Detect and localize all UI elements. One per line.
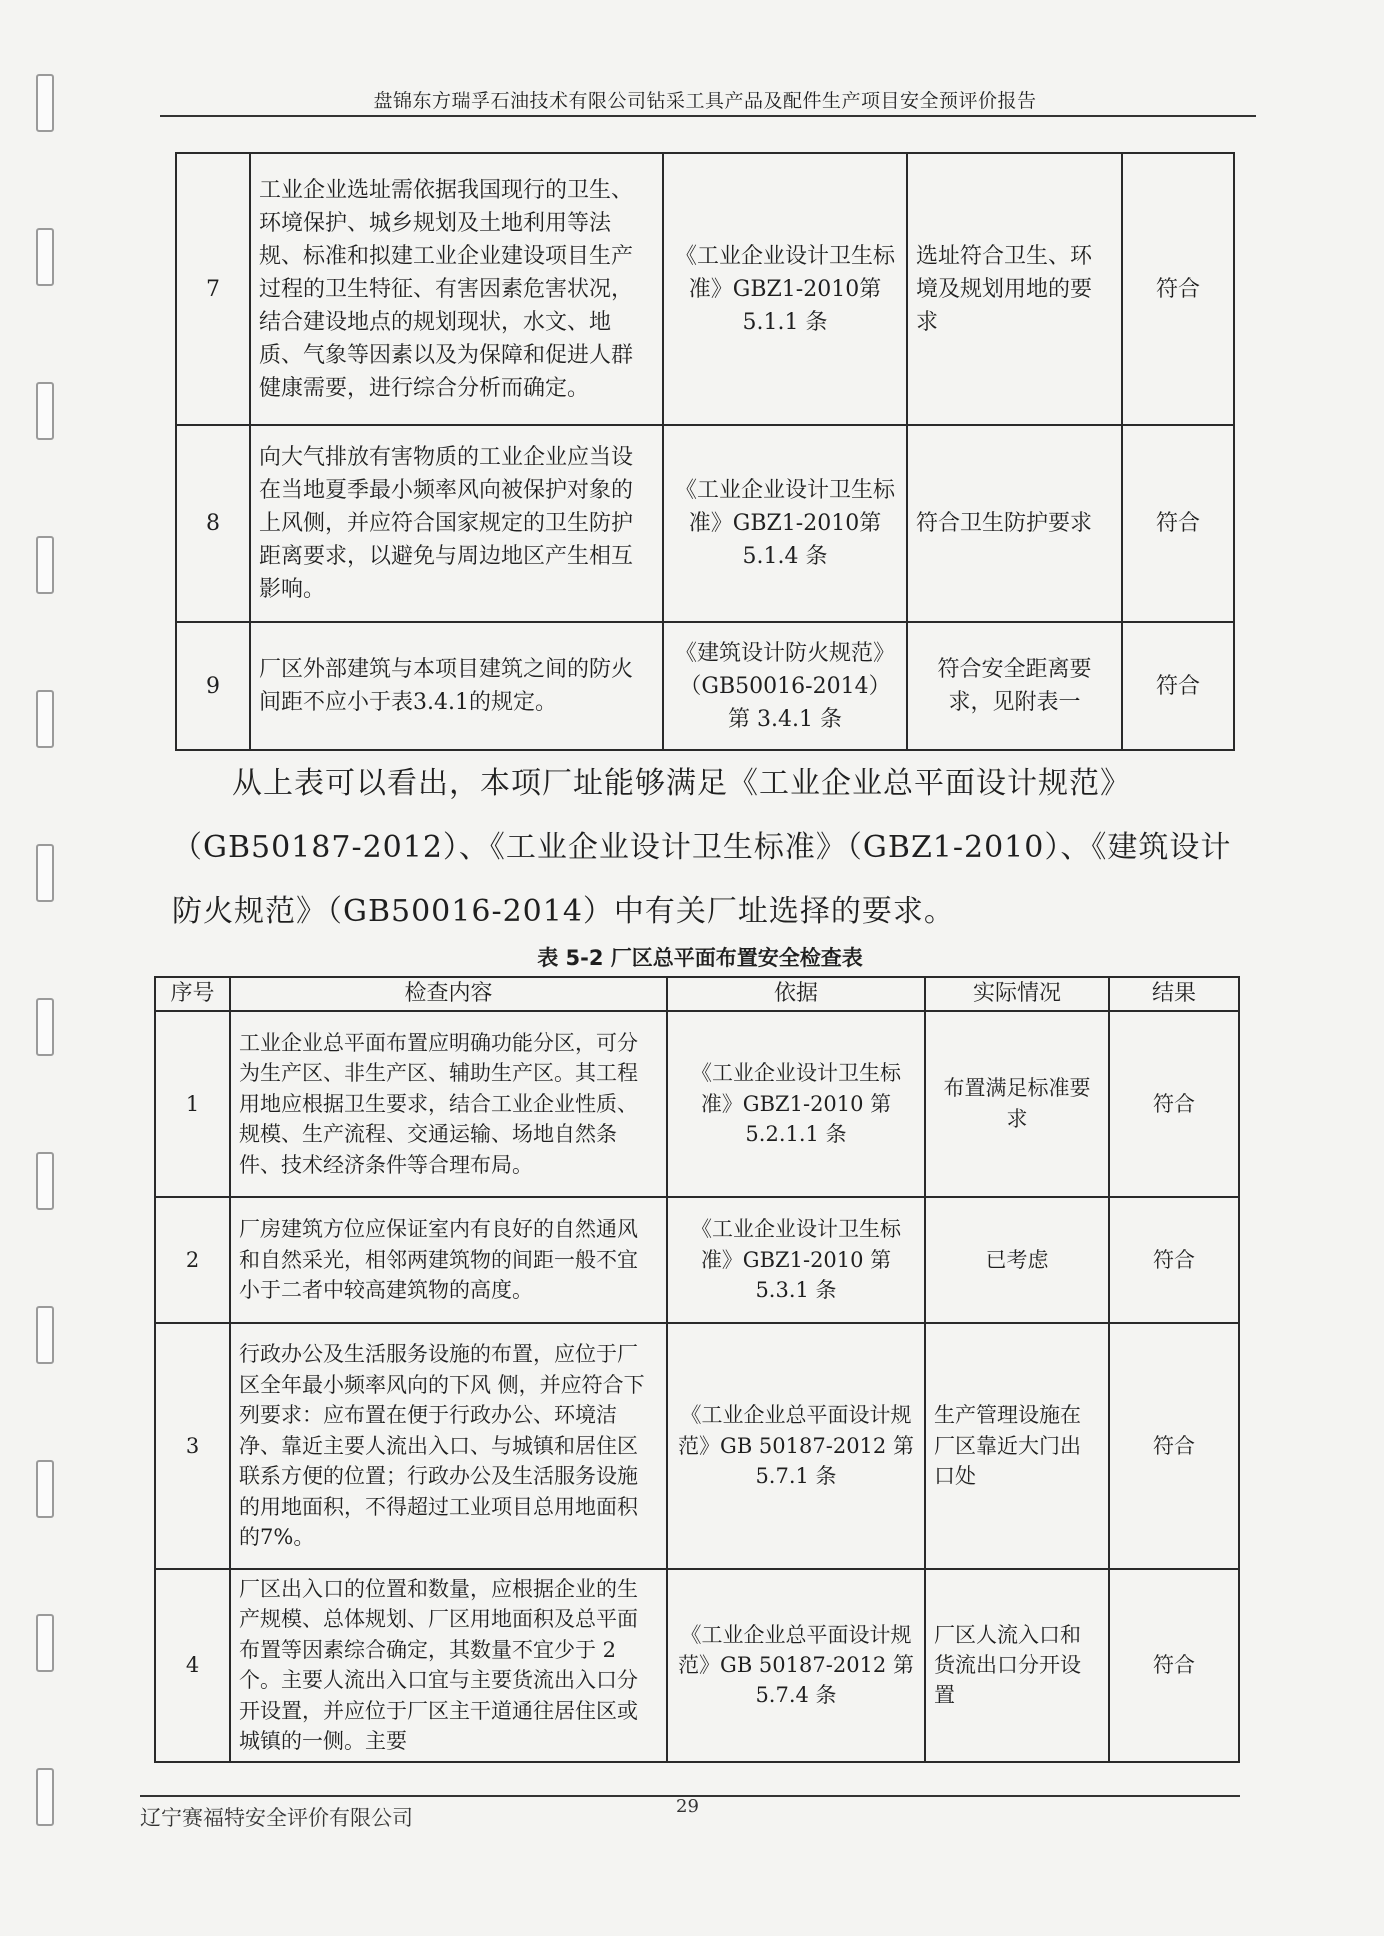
binder-hole	[36, 1460, 54, 1518]
col-header-no: 序号	[155, 977, 230, 1011]
table-row	[155, 1569, 1239, 1762]
check-content: 工业企业选址需依据我国现行的卫生、环境保护、城乡规划及土地利用等法规、标准和拟建工业企业建设项目生产过程的卫生特征、有害因素危害状况，结合建设地点的规划现状，水文、地质、气象等因素以及为保障和促进人群健康需要，进行综合分析而确定。	[250, 153, 663, 425]
table-row	[155, 1197, 1239, 1323]
binder-hole	[36, 74, 54, 132]
binder-hole	[36, 1768, 54, 1826]
site-selection-table	[175, 152, 1235, 751]
row-number: 8	[176, 425, 250, 622]
row-number: 2	[155, 1197, 230, 1323]
binder-hole	[36, 844, 54, 902]
table-row	[176, 153, 1234, 425]
result: 符合	[1109, 1197, 1239, 1323]
result: 符合	[1109, 1569, 1239, 1762]
row-number: 4	[155, 1569, 230, 1762]
actual-situation: 选址符合卫生、环境及规划用地的要求	[907, 153, 1122, 425]
col-header-actual: 实际情况	[925, 977, 1109, 1011]
basis: 《工业企业设计卫生标准》GBZ1-2010 第 5.3.1 条	[667, 1197, 925, 1323]
row-number: 7	[176, 153, 250, 425]
binder-hole	[36, 1152, 54, 1210]
basis: 《工业企业总平面设计规范》GB 50187-2012 第 5.7.1 条	[667, 1323, 925, 1569]
table-caption: 表 5-2 厂区总平面布置安全检查表	[537, 946, 863, 970]
page-number: 29	[676, 1796, 699, 1817]
actual-situation: 布置满足标准要求	[925, 1011, 1109, 1197]
col-header-result: 结果	[1109, 977, 1239, 1011]
table-row	[155, 1323, 1239, 1569]
basis: 《工业企业设计卫生标准》GBZ1-2010 第 5.2.1.1 条	[667, 1011, 925, 1197]
table-row	[176, 425, 1234, 622]
table-row	[176, 622, 1234, 750]
basis: 《工业企业设计卫生标准》GBZ1-2010第 5.1.4 条	[663, 425, 907, 622]
actual-situation: 符合安全距离要求，见附表一	[907, 622, 1122, 750]
basis: 《工业企业总平面设计规范》GB 50187-2012 第 5.7.4 条	[667, 1569, 925, 1762]
check-content: 工业企业总平面布置应明确功能分区，可分为生产区、非生产区、辅助生产区。其工程用地应根据卫生要求，结合工业企业性质、规模、生产流程、交通运输、场地自然条件、技术经济条件等合理布局。	[230, 1011, 667, 1197]
binder-hole	[36, 1614, 54, 1672]
check-content: 厂区外部建筑与本项目建筑之间的防火间距不应小于表3.4.1的规定。	[250, 622, 663, 750]
check-content: 向大气排放有害物质的工业企业应当设在当地夏季最小频率风向被保护对象的上风侧，并应符合国家规定的卫生防护距离要求，以避免与周边地区产生相互影响。	[250, 425, 663, 622]
check-content: 厂房建筑方位应保证室内有良好的自然通风和自然采光，相邻两建筑物的间距一般不宜小于二者中较高建筑物的高度。	[230, 1197, 667, 1323]
conclusion-text: 从上表可以看出，本项厂址能够满足《工业企业总平面设计规范》（GB50187-2012）、《工业企业设计卫生标准》（GBZ1-2010）、《建筑设计防火规范》（GB50016-2014）中有关厂址选择的要求。	[172, 766, 1232, 929]
binder-hole	[36, 228, 54, 286]
table-row	[155, 1011, 1239, 1197]
binder-hole	[36, 536, 54, 594]
actual-situation: 生产管理设施在厂区靠近大门出口处	[925, 1323, 1109, 1569]
table-header-row	[155, 977, 1239, 1011]
result: 符合	[1122, 622, 1234, 750]
col-header-content: 检查内容	[230, 977, 667, 1011]
layout-check-table	[154, 976, 1240, 1763]
check-content: 行政办公及生活服务设施的布置，应位于厂区全年最小频率风向的下风 侧，并应符合下列要求：应布置在便于行政办公、环境洁净、靠近主要人流出入口、与城镇和居住区联系方便的位置；行政办公及生活服务设施的用地面积，不得超过工业项目总用地面积的7%。	[230, 1323, 667, 1569]
actual-situation: 符合卫生防护要求	[907, 425, 1122, 622]
binder-hole	[36, 998, 54, 1056]
result: 符合	[1122, 153, 1234, 425]
actual-situation: 厂区人流入口和货流出口分开设置	[925, 1569, 1109, 1762]
header-rule	[160, 115, 1256, 117]
check-content: 厂区出入口的位置和数量，应根据企业的生产规模、总体规划、厂区用地面积及总平面布置等因素综合确定，其数量不宜少于 2 个。主要人流出入口宜与主要货流出入口分开设置，并应位于厂区主干道通往居住区或城镇的一侧。主要	[230, 1569, 667, 1762]
binder-hole	[36, 382, 54, 440]
conclusion-paragraph	[172, 752, 1242, 944]
row-number: 9	[176, 622, 250, 750]
col-header-basis: 依据	[667, 977, 925, 1011]
result: 符合	[1109, 1323, 1239, 1569]
result: 符合	[1109, 1011, 1239, 1197]
result: 符合	[1122, 425, 1234, 622]
basis: 《工业企业设计卫生标准》GBZ1-2010第 5.1.1 条	[663, 153, 907, 425]
footer-company: 辽宁赛福特安全评价有限公司	[140, 1806, 413, 1830]
binder-hole	[36, 1306, 54, 1364]
row-number: 3	[155, 1323, 230, 1569]
row-number: 1	[155, 1011, 230, 1197]
basis: 《建筑设计防火规范》（GB50016-2014）第 3.4.1 条	[663, 622, 907, 750]
actual-situation: 已考虑	[925, 1197, 1109, 1323]
page-header: 盘锦东方瑞孚石油技术有限公司钻采工具产品及配件生产项目安全预评价报告	[373, 90, 1037, 112]
binder-hole	[36, 690, 54, 748]
